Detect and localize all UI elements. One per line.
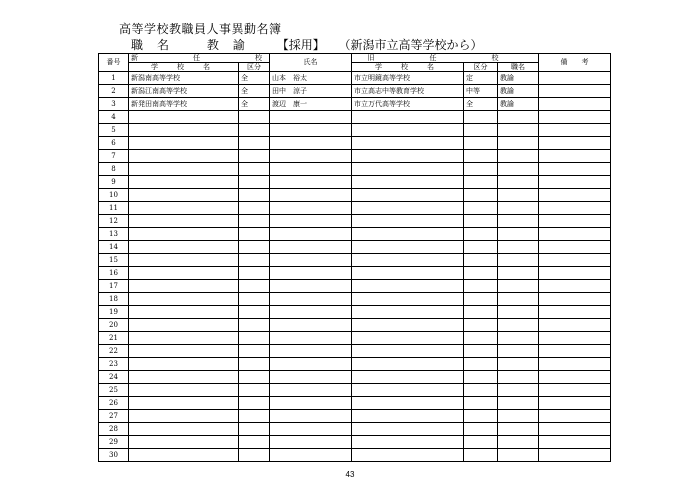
new-school-cell [129,410,239,423]
name-cell [270,345,352,358]
old-school-name-header: 学 校 名 [352,63,464,72]
name-cell [270,150,352,163]
old-position-cell [498,202,539,215]
name-header: 氏名 [270,54,352,72]
table-row [99,384,611,397]
old-position-cell: 教諭 [498,72,539,85]
old-position-cell [498,332,539,345]
new-division-cell [239,293,270,306]
row-number: 27 [99,410,129,423]
row-number: 13 [99,228,129,241]
old-position-cell [498,215,539,228]
old-school-cell [352,345,464,358]
remarks-cell [539,410,611,423]
table-row [99,202,611,215]
old-school-cell [352,241,464,254]
old-division-cell: 中等 [464,85,498,98]
row-number: 14 [99,241,129,254]
new-division-cell [239,319,270,332]
old-division-cell [464,150,498,163]
category-label: 【採用】 [276,38,325,52]
new-school-cell [129,345,239,358]
old-position-cell [498,150,539,163]
name-cell [270,371,352,384]
old-division-cell [464,423,498,436]
old-division-cell [464,189,498,202]
roster-table [98,53,611,462]
remarks-cell [539,189,611,202]
new-school-cell [129,176,239,189]
old-position-cell [498,306,539,319]
name-cell [270,254,352,267]
old-school-cell [352,384,464,397]
old-position-cell [498,189,539,202]
old-division-cell [464,163,498,176]
old-position-cell [498,267,539,280]
page-number: 43 [345,470,355,479]
row-number: 28 [99,423,129,436]
remarks-cell [539,241,611,254]
remarks-cell [539,293,611,306]
remarks-cell [539,371,611,384]
name-cell [270,124,352,137]
old-position-cell [498,280,539,293]
old-position-cell [498,293,539,306]
header-row-bottom [99,63,611,72]
new-school-cell [129,124,239,137]
old-division-cell [464,332,498,345]
name-cell [270,163,352,176]
document-subtitle [131,36,483,53]
old-division-cell [464,202,498,215]
table-row [99,163,611,176]
old-position-cell [498,397,539,410]
old-school-cell [352,319,464,332]
new-school-cell [129,293,239,306]
new-school-cell [129,202,239,215]
table-row [99,345,611,358]
old-position-cell [498,137,539,150]
new-school-cell [129,228,239,241]
old-division-cell [464,358,498,371]
table-row [99,124,611,137]
old-school-cell: 市立高志中等教育学校 [352,85,464,98]
old-position-cell: 教諭 [498,98,539,111]
old-school-cell: 市立明鏡高等学校 [352,72,464,85]
old-position-header: 職名 [498,63,539,72]
old-school-cell [352,111,464,124]
old-position-cell [498,410,539,423]
remarks-cell [539,137,611,150]
new-school-cell [129,241,239,254]
remarks-cell [539,202,611,215]
name-cell [270,410,352,423]
new-division-cell [239,124,270,137]
name-cell [270,423,352,436]
source-school-label: （新潟市立高等学校から） [338,38,483,52]
old-division-cell [464,215,498,228]
table-row [99,215,611,228]
row-number: 18 [99,293,129,306]
old-position-cell: 教諭 [498,85,539,98]
remarks-cell [539,319,611,332]
old-position-cell [498,384,539,397]
old-school-cell [352,267,464,280]
old-division-cell [464,137,498,150]
new-division-cell [239,384,270,397]
table-row [99,358,611,371]
row-number: 22 [99,345,129,358]
old-division-cell [464,384,498,397]
remarks-cell [539,150,611,163]
remarks-cell [539,384,611,397]
old-position-cell [498,371,539,384]
new-school-cell: 新発田南高等学校 [129,98,239,111]
table-row [99,98,611,111]
old-division-cell: 全 [464,98,498,111]
old-school-cell [352,293,464,306]
old-position-cell [498,163,539,176]
table-row [99,267,611,280]
name-cell [270,332,352,345]
position-label: 職名 [131,38,184,52]
new-division-cell: 全 [239,98,270,111]
old-position-cell [498,228,539,241]
row-number: 30 [99,449,129,462]
old-position-cell [498,111,539,124]
remarks-cell [539,111,611,124]
new-division-cell [239,345,270,358]
document-title: 高等学校教職員人事異動名簿 [119,22,282,36]
new-school-cell [129,137,239,150]
remarks-cell [539,85,611,98]
old-school-cell [352,371,464,384]
name-cell [270,189,352,202]
table-row [99,85,611,98]
name-cell [270,176,352,189]
name-cell [270,358,352,371]
remarks-cell [539,306,611,319]
new-school-cell [129,436,239,449]
old-division-cell [464,241,498,254]
old-position-cell [498,436,539,449]
row-number: 16 [99,267,129,280]
old-school-cell [352,254,464,267]
new-division-cell [239,163,270,176]
old-division-cell [464,124,498,137]
row-number: 21 [99,332,129,345]
old-school-cell [352,449,464,462]
table-row [99,423,611,436]
old-division-cell [464,306,498,319]
old-position-cell [498,449,539,462]
new-division-cell: 全 [239,72,270,85]
old-school-cell [352,215,464,228]
name-cell [270,436,352,449]
name-cell [270,202,352,215]
remarks-cell [539,72,611,85]
name-cell: 渡辺 康一 [270,98,352,111]
new-school-cell [129,280,239,293]
remarks-cell [539,449,611,462]
roster-body [99,72,611,462]
old-division-cell [464,397,498,410]
row-number: 4 [99,111,129,124]
remarks-cell [539,176,611,189]
new-division-cell [239,176,270,189]
new-division-cell [239,111,270,124]
row-number: 25 [99,384,129,397]
new-school-cell [129,215,239,228]
name-cell [270,293,352,306]
old-division-cell [464,410,498,423]
row-number: 6 [99,137,129,150]
old-division-cell [464,254,498,267]
remarks-cell [539,345,611,358]
old-school-cell [352,332,464,345]
name-cell [270,306,352,319]
remarks-cell [539,228,611,241]
table-row [99,72,611,85]
position-type: 教諭 [206,38,259,52]
new-division-cell: 全 [239,85,270,98]
new-school-cell [129,319,239,332]
table-row [99,371,611,384]
new-division-cell [239,358,270,371]
new-school-header: 新 任 校 [129,54,270,63]
row-number: 26 [99,397,129,410]
new-division-cell [239,202,270,215]
new-school-cell [129,371,239,384]
old-school-cell [352,306,464,319]
header-row-top [99,54,611,63]
table-row [99,319,611,332]
new-division-cell [239,397,270,410]
new-school-cell [129,111,239,124]
old-school-cell [352,436,464,449]
remarks-cell [539,397,611,410]
old-division-cell [464,449,498,462]
row-number: 9 [99,176,129,189]
name-cell [270,384,352,397]
remarks-cell [539,332,611,345]
row-number: 2 [99,85,129,98]
new-school-cell [129,397,239,410]
new-school-cell [129,254,239,267]
row-number: 20 [99,319,129,332]
old-division-cell [464,371,498,384]
name-cell [270,319,352,332]
new-division-cell [239,254,270,267]
row-number: 23 [99,358,129,371]
old-division-cell [464,111,498,124]
new-division-cell [239,215,270,228]
old-division-header: 区分 [464,63,498,72]
old-school-cell [352,358,464,371]
old-school-cell [352,423,464,436]
table-row [99,241,611,254]
row-number: 24 [99,371,129,384]
table-row [99,254,611,267]
new-division-cell [239,306,270,319]
old-division-cell [464,228,498,241]
remarks-cell [539,280,611,293]
table-row [99,228,611,241]
old-position-cell [498,345,539,358]
new-division-cell [239,280,270,293]
row-number: 11 [99,202,129,215]
name-cell [270,280,352,293]
row-number: 29 [99,436,129,449]
old-school-cell [352,163,464,176]
new-division-cell [239,410,270,423]
remarks-cell [539,423,611,436]
new-division-cell [239,137,270,150]
old-school-cell: 市立万代高等学校 [352,98,464,111]
remarks-header: 備 考 [539,54,611,72]
name-cell [270,228,352,241]
new-division-cell [239,150,270,163]
new-division-cell [239,241,270,254]
table-row [99,137,611,150]
new-division-cell [239,228,270,241]
new-school-cell: 新潟南高等学校 [129,72,239,85]
new-division-cell [239,332,270,345]
table-row [99,293,611,306]
remarks-cell [539,215,611,228]
old-school-cell [352,124,464,137]
new-school-cell [129,306,239,319]
old-division-cell [464,345,498,358]
old-school-cell [352,137,464,150]
table-row [99,332,611,345]
remarks-cell [539,358,611,371]
old-division-cell [464,176,498,189]
new-school-cell [129,332,239,345]
name-cell [270,111,352,124]
row-number: 3 [99,98,129,111]
new-school-cell [129,423,239,436]
new-school-cell [129,449,239,462]
name-cell [270,241,352,254]
name-cell: 山本 裕太 [270,72,352,85]
table-row [99,410,611,423]
new-division-cell [239,267,270,280]
new-division-cell [239,449,270,462]
old-school-cell [352,410,464,423]
new-school-cell [129,189,239,202]
row-number: 19 [99,306,129,319]
old-position-cell [498,358,539,371]
new-school-cell [129,384,239,397]
table-row [99,436,611,449]
old-school-cell [352,228,464,241]
number-header: 番号 [99,54,129,72]
name-cell [270,397,352,410]
new-school-name-header: 学 校 名 [129,63,239,72]
name-cell: 田中 涼子 [270,85,352,98]
table-row [99,306,611,319]
old-division-cell: 定 [464,72,498,85]
row-number: 12 [99,215,129,228]
old-position-cell [498,124,539,137]
table-row [99,189,611,202]
remarks-cell [539,98,611,111]
row-number: 15 [99,254,129,267]
name-cell [270,137,352,150]
table-row [99,111,611,124]
new-division-cell [239,371,270,384]
old-school-cell [352,397,464,410]
old-position-cell [498,423,539,436]
name-cell [270,215,352,228]
old-position-cell [498,241,539,254]
old-division-cell [464,280,498,293]
new-school-cell [129,267,239,280]
row-number: 8 [99,163,129,176]
old-division-cell [464,267,498,280]
new-division-cell [239,423,270,436]
name-cell [270,449,352,462]
new-division-header: 区分 [239,63,270,72]
row-number: 10 [99,189,129,202]
remarks-cell [539,436,611,449]
row-number: 17 [99,280,129,293]
table-row [99,449,611,462]
new-school-cell [129,150,239,163]
new-school-cell: 新潟江南高等学校 [129,85,239,98]
table-row [99,150,611,163]
old-position-cell [498,176,539,189]
new-school-cell [129,358,239,371]
new-school-cell [129,163,239,176]
old-school-cell [352,150,464,163]
row-number: 5 [99,124,129,137]
table-row [99,280,611,293]
old-school-cell [352,280,464,293]
old-division-cell [464,293,498,306]
old-position-cell [498,254,539,267]
old-school-cell [352,176,464,189]
old-division-cell [464,436,498,449]
new-division-cell [239,189,270,202]
remarks-cell [539,254,611,267]
new-division-cell [239,436,270,449]
old-division-cell [464,319,498,332]
remarks-cell [539,124,611,137]
old-school-cell [352,202,464,215]
old-school-header: 旧 任 校 [352,54,539,63]
remarks-cell [539,163,611,176]
old-school-cell [352,189,464,202]
table-row [99,397,611,410]
old-position-cell [498,319,539,332]
table-row [99,176,611,189]
row-number: 7 [99,150,129,163]
remarks-cell [539,267,611,280]
row-number: 1 [99,72,129,85]
name-cell [270,267,352,280]
